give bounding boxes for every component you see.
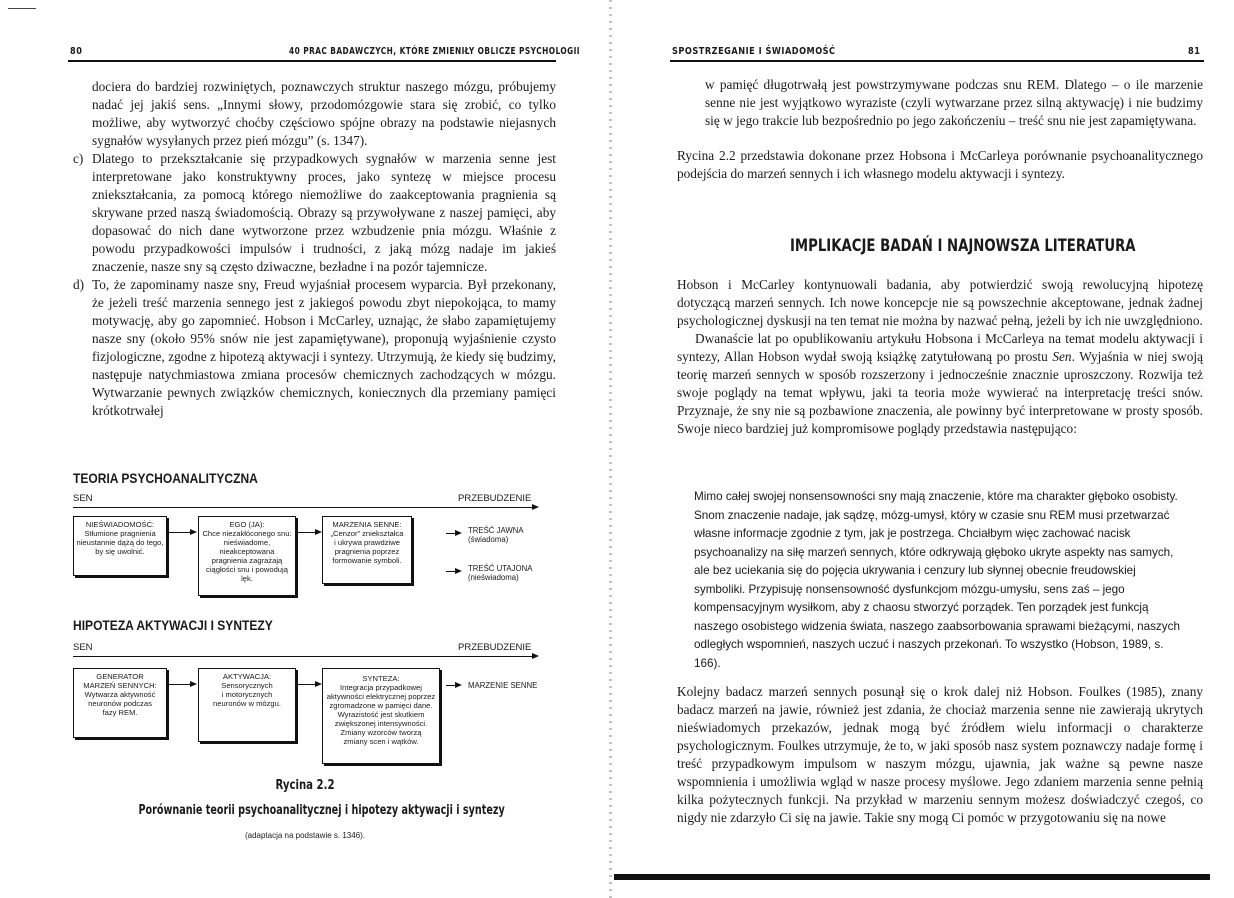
right-top-text <box>677 76 1203 183</box>
out-line: (świadoma) <box>468 535 509 544</box>
box-line: Sensorycznych <box>221 681 273 690</box>
box-line: Wytwarza aktywność <box>84 690 156 699</box>
intro-paragraph: dociera do bardziej rozwiniętych, poznawczych struktur naszego mózgu, próbujemy nadać jej jakiś sens. „Innymi słowy, przodomózgowie stara się zrobić, co tylko możliwe, aby wytworzyć choćby częściowo spójne obrazy na podstawie niejasnych sygnałów wysyłanych przez pień mózgu” (s. 1347). <box>92 79 556 148</box>
out-line: (nieświadoma) <box>468 573 519 582</box>
box-line: Integracja przypadkowej <box>340 683 422 692</box>
box-line: GENERATOR <box>96 672 144 681</box>
awakening-label: PRZEBUDZENIE <box>458 493 532 504</box>
figure-caption-text: Porównanie teorii psychoanalitycznej i hipotezy aktywacji i syntezy <box>138 803 505 818</box>
box-line: by się uwolnić. <box>95 547 145 556</box>
box-line: formowanie symboli. <box>332 556 402 565</box>
list-item-text: To, że zapominamy nasze sny, Freud wyjaśniał procesem wyparcia. Był przekonany, że jeżeli treść marzenia sennego jest z jakiegoś powodu zbyt niepokojąca, to mamy motywację, aby go zapomnieć. Hobson i McCarley, uznając, że słabo zapamiętujemy nasze sny (około 95% snów nie jest zapamiętywane), proponują wyjaśnienie czysto fizjologiczne, zgodne z hipotezą aktywacji i syntezy. Utrzymują, że kiedy się budzimy, następuje natychmiastowa zmiana procesów chemicznych zachodzących w mózgu. Wytwarzanie pewnych związków chemicznych, koniecznych dla przemiany pamięci krótkotrwałej <box>92 277 556 418</box>
figure-caption-title: Rycina 2.2 <box>275 778 335 793</box>
out-line: MARZENIE SENNE <box>468 681 538 690</box>
box-line: pragnienia zagrażają <box>211 556 283 565</box>
box-line: nieświadome, <box>223 538 271 547</box>
box-line: MARZENIA SENNE: <box>332 520 402 529</box>
box-line: SYNTEZA: <box>362 674 400 683</box>
box-line: MARZEŃ SENNYCH: <box>83 681 157 690</box>
right-header-rule <box>670 60 1204 62</box>
paragraph-2 <box>677 330 1203 438</box>
box-line: „Cenzor” zniekształca <box>330 529 404 538</box>
paragraph-3: Kolejny badacz marzeń sennych posunął się o krok dalej niż Hobson. Foulkes (1985), znany badacz marzeń na jawie, również jest zdania, że chociaż marzenia senne nie zawierają ukrytych nieświadomych przekazów, jednak mogą być źródłem wielu informacji o charakterze psychologicznym. Foulkes utrzymuje, że to, w jaki sposób nasz system poznawczy nadaje formę i treść przypadkowym impulsom w naszym mózgu, ujawnia, jak ważne są pewne nasze wspomnienia i umożliwia wgląd w nasze procesy myślowe. Jego zdaniem marzenia senne pełnią kilka pożytecznych funkcji. Na przykład w marzeniu sennym możesz doświadczyć czegoś, co nigdy nie zdarzyło Ci się na jawie. Takie sny mogą Ci pomóc w przygotowaniu się na nowe <box>677 684 1203 825</box>
left-page-number: 80 <box>70 46 83 57</box>
box-line: aktywności elektrycznej poprzez <box>326 692 436 701</box>
sleep-label: SEN <box>73 642 93 653</box>
paragraph-2-start: Dwanaście lat po opublikowaniu artykułu Hobsona i McCarleya na temat modelu aktywacji i syntezy, Allan Hobson wydał swoją książkę zatytułowaną po prostu <box>677 331 1203 364</box>
box-line: NIEŚWIADOMOŚĆ: <box>85 520 155 529</box>
book-title: Sen <box>1052 349 1072 364</box>
left-running-head: 40 PRAC BADAWCZYCH, KTÓRE ZMIENIŁY OBLICZE PSYCHOLOGII <box>289 46 581 57</box>
box-line: Chce niezakłóconego snu: <box>202 529 292 538</box>
box-line: zmiany scen i wątków. <box>343 737 419 746</box>
section-heading: IMPLIKACJE BADAŃ I NAJNOWSZA LITERATURA <box>790 236 1136 256</box>
right-page-number: 81 <box>1188 46 1201 57</box>
figure-caption-source: (adaptacja na podstawie s. 1346). <box>244 831 366 840</box>
box-line: neuronów podczas <box>88 699 152 708</box>
box-line: nieakceptowana <box>219 547 275 556</box>
awakening-label: PRZEBUDZENIE <box>458 642 532 653</box>
box-line: AKTYWACJA: <box>222 672 272 681</box>
page-bottom-edge <box>614 874 1210 880</box>
box-line: i motorycznych <box>221 690 273 699</box>
right-main-text <box>677 276 1203 438</box>
box-line: neuronów w mózgu. <box>213 699 281 708</box>
box-line: pragnienia poprzez <box>334 547 400 556</box>
right-bottom-text <box>677 683 1203 827</box>
box-line: Stłumione pragnienia <box>84 529 156 538</box>
box-line: Zmiany wzorców tworzą <box>340 728 422 737</box>
out-line: TREŚĆ UTAJONA <box>468 564 533 573</box>
psychoanalytic-title: TEORIA PSYCHOANALITYCZNA <box>73 470 258 486</box>
figure-reference: Rycina 2.2 przedstawia dokonane przez Hobsona i McCarleya porównanie psychoanalitycznego podejścia do marzeń sennych i ich własnego modelu aktywacji i syntezy. <box>677 148 1203 181</box>
continuation-paragraph: w pamięć długotrwałą jest powstrzymywane podczas snu REM. Dlatego – o ile marzenie senne nie jest wyjątkowo wyraziste (czyli wytwarzane przez silną aktywację) i nie budzimy się w jego trakcie lub bezpośrednio po jego zakończeniu – treść snu nie jest zapamiętywana. <box>705 77 1203 128</box>
list-item-label: c) <box>73 151 84 166</box>
paragraph-1: Hobson i McCarley kontynuowali badania, aby potwierdzić swoją rewolucyjną hipotezę dotyczącą marzeń sennych. Ich nowe koncepcje nie są powszechnie akceptowane, jednak żadnej psychologicznej dyskusji na ten temat nie można by nazwać pełną, jeżeli by ich nie uwzględniono. <box>677 277 1203 328</box>
box-line: zwiększonej intensywności. <box>334 719 428 728</box>
list-item-text: Dlatego to przekształcanie się przypadkowych sygnałów w marzenia senne jest interpretowane jako konstruktywny proces, jako syntezę w miejsce procesu zniekształcania, za pomocą którego niemożliwe do zaakceptowania pragnienia są skrywane przed naszą świadomością. Obrazy są przywoływane z naszej pamięci, aby dopasować do nich dane wytworzone przez wzbudzenie pnia mózgu. Właśnie z powodu przypadkowości impulsów i trudności, z jaką mózg nadaje im jakieś znaczenie, nasze sny są często dziwaczne, bezładne i na pozór tajemnicze. <box>92 151 556 274</box>
paragraph-2-end: . Wyjaśnia w niej swoją teorię marzeń sennych w sposób rozszerzony i jednocześnie znacznie uproszczony. Rozwija też swoje poglądy na temat wpływu, jaki ta teoria może wywierać na interpretację treści snów. Przyznaje, że sny nie są pozbawione znaczenia, ale powinny być interpretowane w prosty sposób. Swoje nieco bardziej już kompromisowe poglądy przedstawia następująco: <box>677 349 1203 436</box>
box-line: zgromadzone w pamięci dane. <box>329 701 433 710</box>
list-item-label: d) <box>73 277 85 292</box>
box-line: nieustannie dążą do tego, <box>76 538 164 547</box>
box-line: Wyrazistość jest skutkiem <box>337 710 425 719</box>
block-quote: Mimo całej swojej nonsensowności sny mają znaczenie, które ma charakter głęboko osobisty. Snom znaczenie nadaje, jak sądzę, mózg-umysł, który w czasie snu REM musi przetwarzać własne informacje zgodnie z tym, jak je postrzega. Chciałbym więc zachować nacisk psychoanalizy na siłę marzeń sennych, które odkrywają głęboko ukryte aspekty nas samych, ale bez uciekania się do pojęcia ukrywania i cenzury lub słynnej obecnie freudowskiej symboliki. Przypisuję nonsensowność dysfunkcjom mózgu-umysłu, sens zaś – jego kompensacyjnym wysiłkom, aby z chaosu stworzyć porządek. Ten porządek jest funkcją naszego osobistego widzenia świata, naszego zaabsorbowania sprawami bieżącymi, naszych odległych wspomnień, naszych uczuć i naszych przekonań. To wszystko (Hobson, 1989, s. 166). <box>694 490 1180 670</box>
activation-title: HIPOTEZA AKTYWACJI I SYNTEZY <box>73 617 273 633</box>
out-line: TREŚĆ JAWNA <box>468 526 524 535</box>
box-line: EGO (JA): <box>229 520 265 529</box>
box-line: ciągłości snu i powodują lęk. <box>206 565 288 583</box>
sleep-label: SEN <box>73 493 93 504</box>
box-line: i ukrywa prawdziwe <box>334 538 400 547</box>
right-running-head: SPOSTRZEGANIE I ŚWIADOMOŚĆ <box>672 46 836 57</box>
box-line: fazy REM. <box>102 708 138 717</box>
